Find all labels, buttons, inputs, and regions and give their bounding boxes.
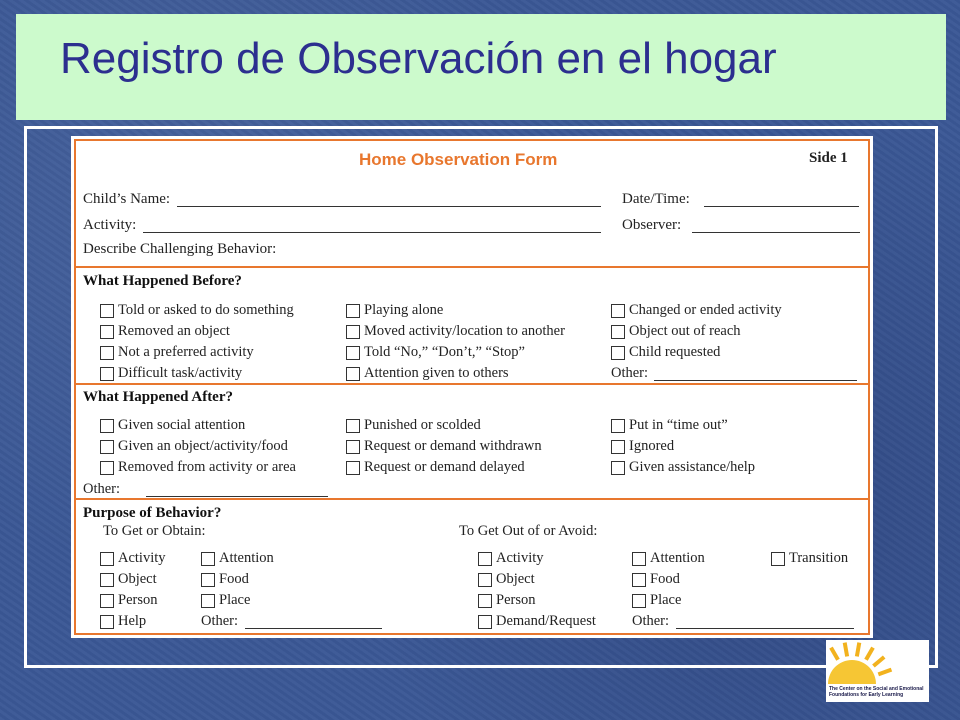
checkbox[interactable] [611, 304, 625, 318]
before-other-label: Other: [611, 365, 649, 381]
obtain-option[interactable]: Activity [100, 550, 166, 567]
after-option[interactable]: Ignored [611, 438, 674, 455]
before-heading: What Happened Before? [83, 273, 242, 289]
before-option[interactable]: Object out of reach [611, 323, 741, 340]
child-name-label: Child’s Name: [83, 191, 171, 207]
avoid-option[interactable]: Demand/Request [478, 613, 596, 630]
avoid-label: To Get Out of or Avoid: [459, 523, 598, 539]
checkbox[interactable] [771, 552, 785, 566]
purpose-heading: Purpose of Behavior? [83, 505, 222, 521]
checkbox[interactable] [100, 440, 114, 454]
checkbox[interactable] [611, 325, 625, 339]
obtain-label: To Get or Obtain: [103, 523, 206, 539]
before-option[interactable]: Told “No,” “Don’t,” “Stop” [346, 344, 525, 361]
checkbox[interactable] [632, 594, 646, 608]
checkbox[interactable] [346, 304, 360, 318]
checkbox[interactable] [100, 615, 114, 629]
observer-field[interactable] [692, 232, 860, 233]
checkbox[interactable] [346, 346, 360, 360]
checkbox[interactable] [611, 461, 625, 475]
obtain-option[interactable]: Place [201, 592, 250, 609]
checkbox[interactable] [201, 552, 215, 566]
avoid-option[interactable]: Object [478, 571, 535, 588]
obtain-option[interactable]: Food [201, 571, 249, 588]
checkbox[interactable] [100, 594, 114, 608]
checkbox[interactable] [478, 615, 492, 629]
describe-behavior-label: Describe Challenging Behavior: [83, 241, 277, 257]
child-name-field[interactable] [177, 206, 601, 207]
after-other-label: Other: [83, 481, 121, 497]
avoid-other-field[interactable] [676, 628, 854, 629]
checkbox[interactable] [611, 346, 625, 360]
before-option[interactable]: Attention given to others [346, 365, 509, 382]
checkbox[interactable] [611, 440, 625, 454]
checkbox[interactable] [100, 552, 114, 566]
date-time-field[interactable] [704, 206, 859, 207]
before-option[interactable]: Difficult task/activity [100, 365, 242, 382]
activity-label: Activity: [83, 217, 137, 233]
checkbox[interactable] [100, 325, 114, 339]
checkbox[interactable] [201, 594, 215, 608]
after-option[interactable]: Removed from activity or area [100, 459, 296, 476]
avoid-option[interactable]: Activity [478, 550, 544, 567]
obtain-option[interactable]: Object [100, 571, 157, 588]
checkbox[interactable] [100, 304, 114, 318]
date-time-label: Date/Time: [622, 191, 690, 207]
after-heading: What Happened After? [83, 389, 233, 405]
after-option[interactable]: Put in “time out” [611, 417, 728, 434]
checkbox[interactable] [100, 346, 114, 360]
checkbox[interactable] [100, 419, 114, 433]
slide-title: Registro de Observación en el hogar [60, 34, 777, 83]
after-option[interactable]: Request or demand delayed [346, 459, 525, 476]
checkbox[interactable] [632, 552, 646, 566]
center-logo [826, 640, 929, 702]
section-divider [76, 383, 868, 385]
after-option[interactable]: Given assistance/help [611, 459, 755, 476]
avoid-option[interactable]: Attention [632, 550, 705, 567]
form-border [74, 139, 870, 635]
avoid-option[interactable]: Food [632, 571, 680, 588]
checkbox[interactable] [346, 440, 360, 454]
before-option[interactable]: Moved activity/location to another [346, 323, 565, 340]
before-other-field[interactable] [654, 380, 857, 381]
checkbox[interactable] [100, 461, 114, 475]
section-divider [76, 498, 868, 500]
checkbox[interactable] [478, 573, 492, 587]
after-other-field[interactable] [146, 496, 328, 497]
before-option[interactable]: Not a preferred activity [100, 344, 254, 361]
before-option[interactable]: Playing alone [346, 302, 443, 319]
activity-field[interactable] [143, 232, 601, 233]
checkbox[interactable] [201, 573, 215, 587]
avoid-option[interactable]: Place [632, 592, 681, 609]
after-option[interactable]: Given an object/activity/food [100, 438, 288, 455]
logo-text: The Center on the Social and Emotional Foundations for Early Learning [829, 686, 924, 698]
checkbox[interactable] [632, 573, 646, 587]
checkbox[interactable] [346, 367, 360, 381]
obtain-other-field[interactable] [245, 628, 382, 629]
checkbox[interactable] [611, 419, 625, 433]
after-option[interactable]: Given social attention [100, 417, 245, 434]
before-option[interactable]: Told or asked to do something [100, 302, 294, 319]
avoid-other-label: Other: [632, 613, 670, 629]
observation-form [71, 136, 873, 638]
obtain-option[interactable]: Attention [201, 550, 274, 567]
obtain-other-label: Other: [201, 613, 239, 629]
before-option[interactable]: Child requested [611, 344, 720, 361]
checkbox[interactable] [100, 573, 114, 587]
after-option[interactable]: Punished or scolded [346, 417, 481, 434]
obtain-option[interactable]: Help [100, 613, 146, 630]
sun-logo-icon [826, 640, 929, 686]
checkbox[interactable] [478, 552, 492, 566]
avoid-option[interactable]: Person [478, 592, 535, 609]
after-option[interactable]: Request or demand withdrawn [346, 438, 542, 455]
checkbox[interactable] [346, 461, 360, 475]
observer-label: Observer: [622, 217, 682, 233]
checkbox[interactable] [478, 594, 492, 608]
side-label: Side 1 [809, 150, 848, 166]
obtain-option[interactable]: Person [100, 592, 157, 609]
checkbox[interactable] [346, 419, 360, 433]
before-option[interactable]: Changed or ended activity [611, 302, 782, 319]
form-title: Home Observation Form [359, 150, 558, 169]
checkbox[interactable] [346, 325, 360, 339]
avoid-option[interactable]: Transition [771, 550, 848, 567]
title-bar [16, 14, 946, 120]
before-option[interactable]: Removed an object [100, 323, 230, 340]
checkbox[interactable] [100, 367, 114, 381]
section-divider [76, 266, 868, 268]
